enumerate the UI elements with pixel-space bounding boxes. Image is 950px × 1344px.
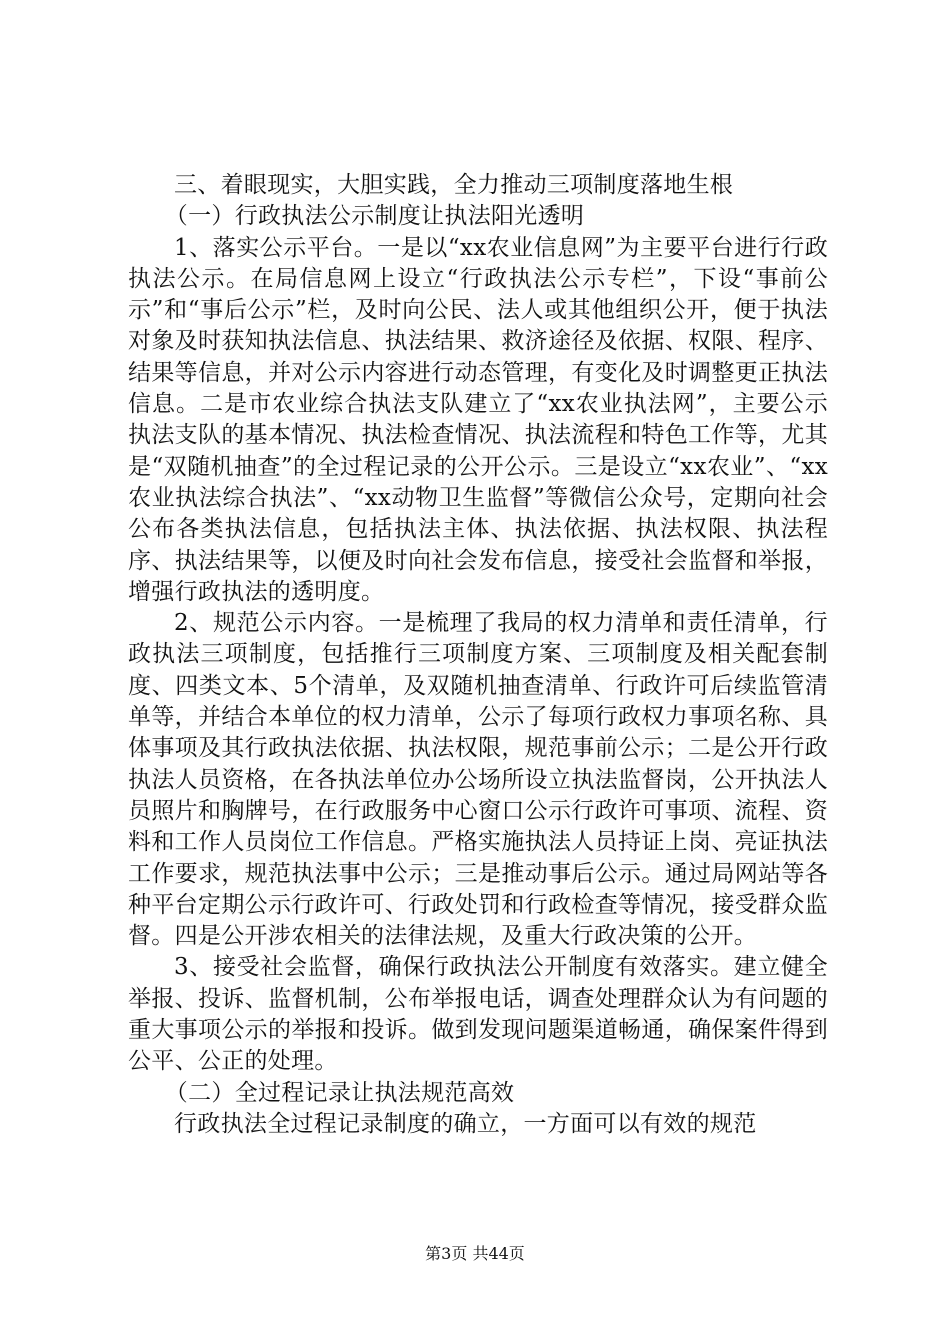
paragraph-2: 2、规范公示内容。一是梳理了我局的权力清单和责任清单，行政执法三项制度，包括推行三项制度方案、三项制度及相关配套制度、四类文本、5个清单，及双随机抽查清单、行政许可后续监管清单等，并结合本单位的权力清单，公示了每项行政权力事项名称、具体事项及其行政执法依据、执法权限，规范事前公示；二是公开行政执法人员资格，在各执法单位办公场所设立执法监督岗，公开执法人员照片和胸牌号，在行政服务中心窗口公示行政许可事项、流程、资料和工作人员岗位工作信息。严格实施执法人员持证上岗、亮证执法工作要求，规范执法事中公示；三是推动事后公示。通过局网站等各种平台定期公示行政许可、行政处罚和行政检查等情况，接受群众监督。四是公开涉农相关的法律法规，及重大行政决策的公开。 [128,610,828,950]
page-footer [0,1244,950,1264]
subsection-heading-1: （一）行政执法公示制度让执法阳光透明 [164,203,585,230]
section-heading: 三、着眼现实，大胆实践，全力推动三项制度落地生根 [174,172,734,198]
document-body [128,170,828,1140]
paragraph-3: 3、接受社会监督，确保行政执法公开制度有效落实。建立健全举报、投诉、监督机制，公布举报电话，调查处理群众认为有问题的重大事项公示的举报和投诉。做到发现问题渠道畅通，确保案件得到公平、公正的处理。 [128,954,828,1075]
subsection-heading-2: （二）全过程记录让执法规范高效 [164,1079,515,1106]
paragraph-1: 1、落实公示平台。一是以“xx农业信息网”为主要平台进行行政执法公示。在局信息网上设立“行政执法公示专栏”，下设“事前公示”和“事后公示”栏，及时向公民、法人或其他组织公开，便于执法对象及时获知执法信息、执法结果、救济途径及依据、权限、程序、结果等信息，并对公示内容进行动态管理，有变化及时调整更正执法信息。二是市农业综合执法支队建立了“xx农业执法网”，主要公示执法支队的基本情况、执法检查情况、执法流程和特色工作等，尤其是“双随机抽查”的全过程记录的公开公示。三是设立“xx农业”、“xx农业执法综合执法”、“xx动物卫生监督”等微信公众号，定期向社会公布各类执法信息，包括执法主体、执法依据、执法权限、执法程序、执法结果等，以便及时向社会发布信息，接受社会监督和举报，增强行政执法的透明度。 [128,234,828,605]
paragraph-4: 行政执法全过程记录制度的确立，一方面可以有效的规范 [174,1110,757,1137]
page-number: 第3页 共44页 [425,1244,525,1263]
